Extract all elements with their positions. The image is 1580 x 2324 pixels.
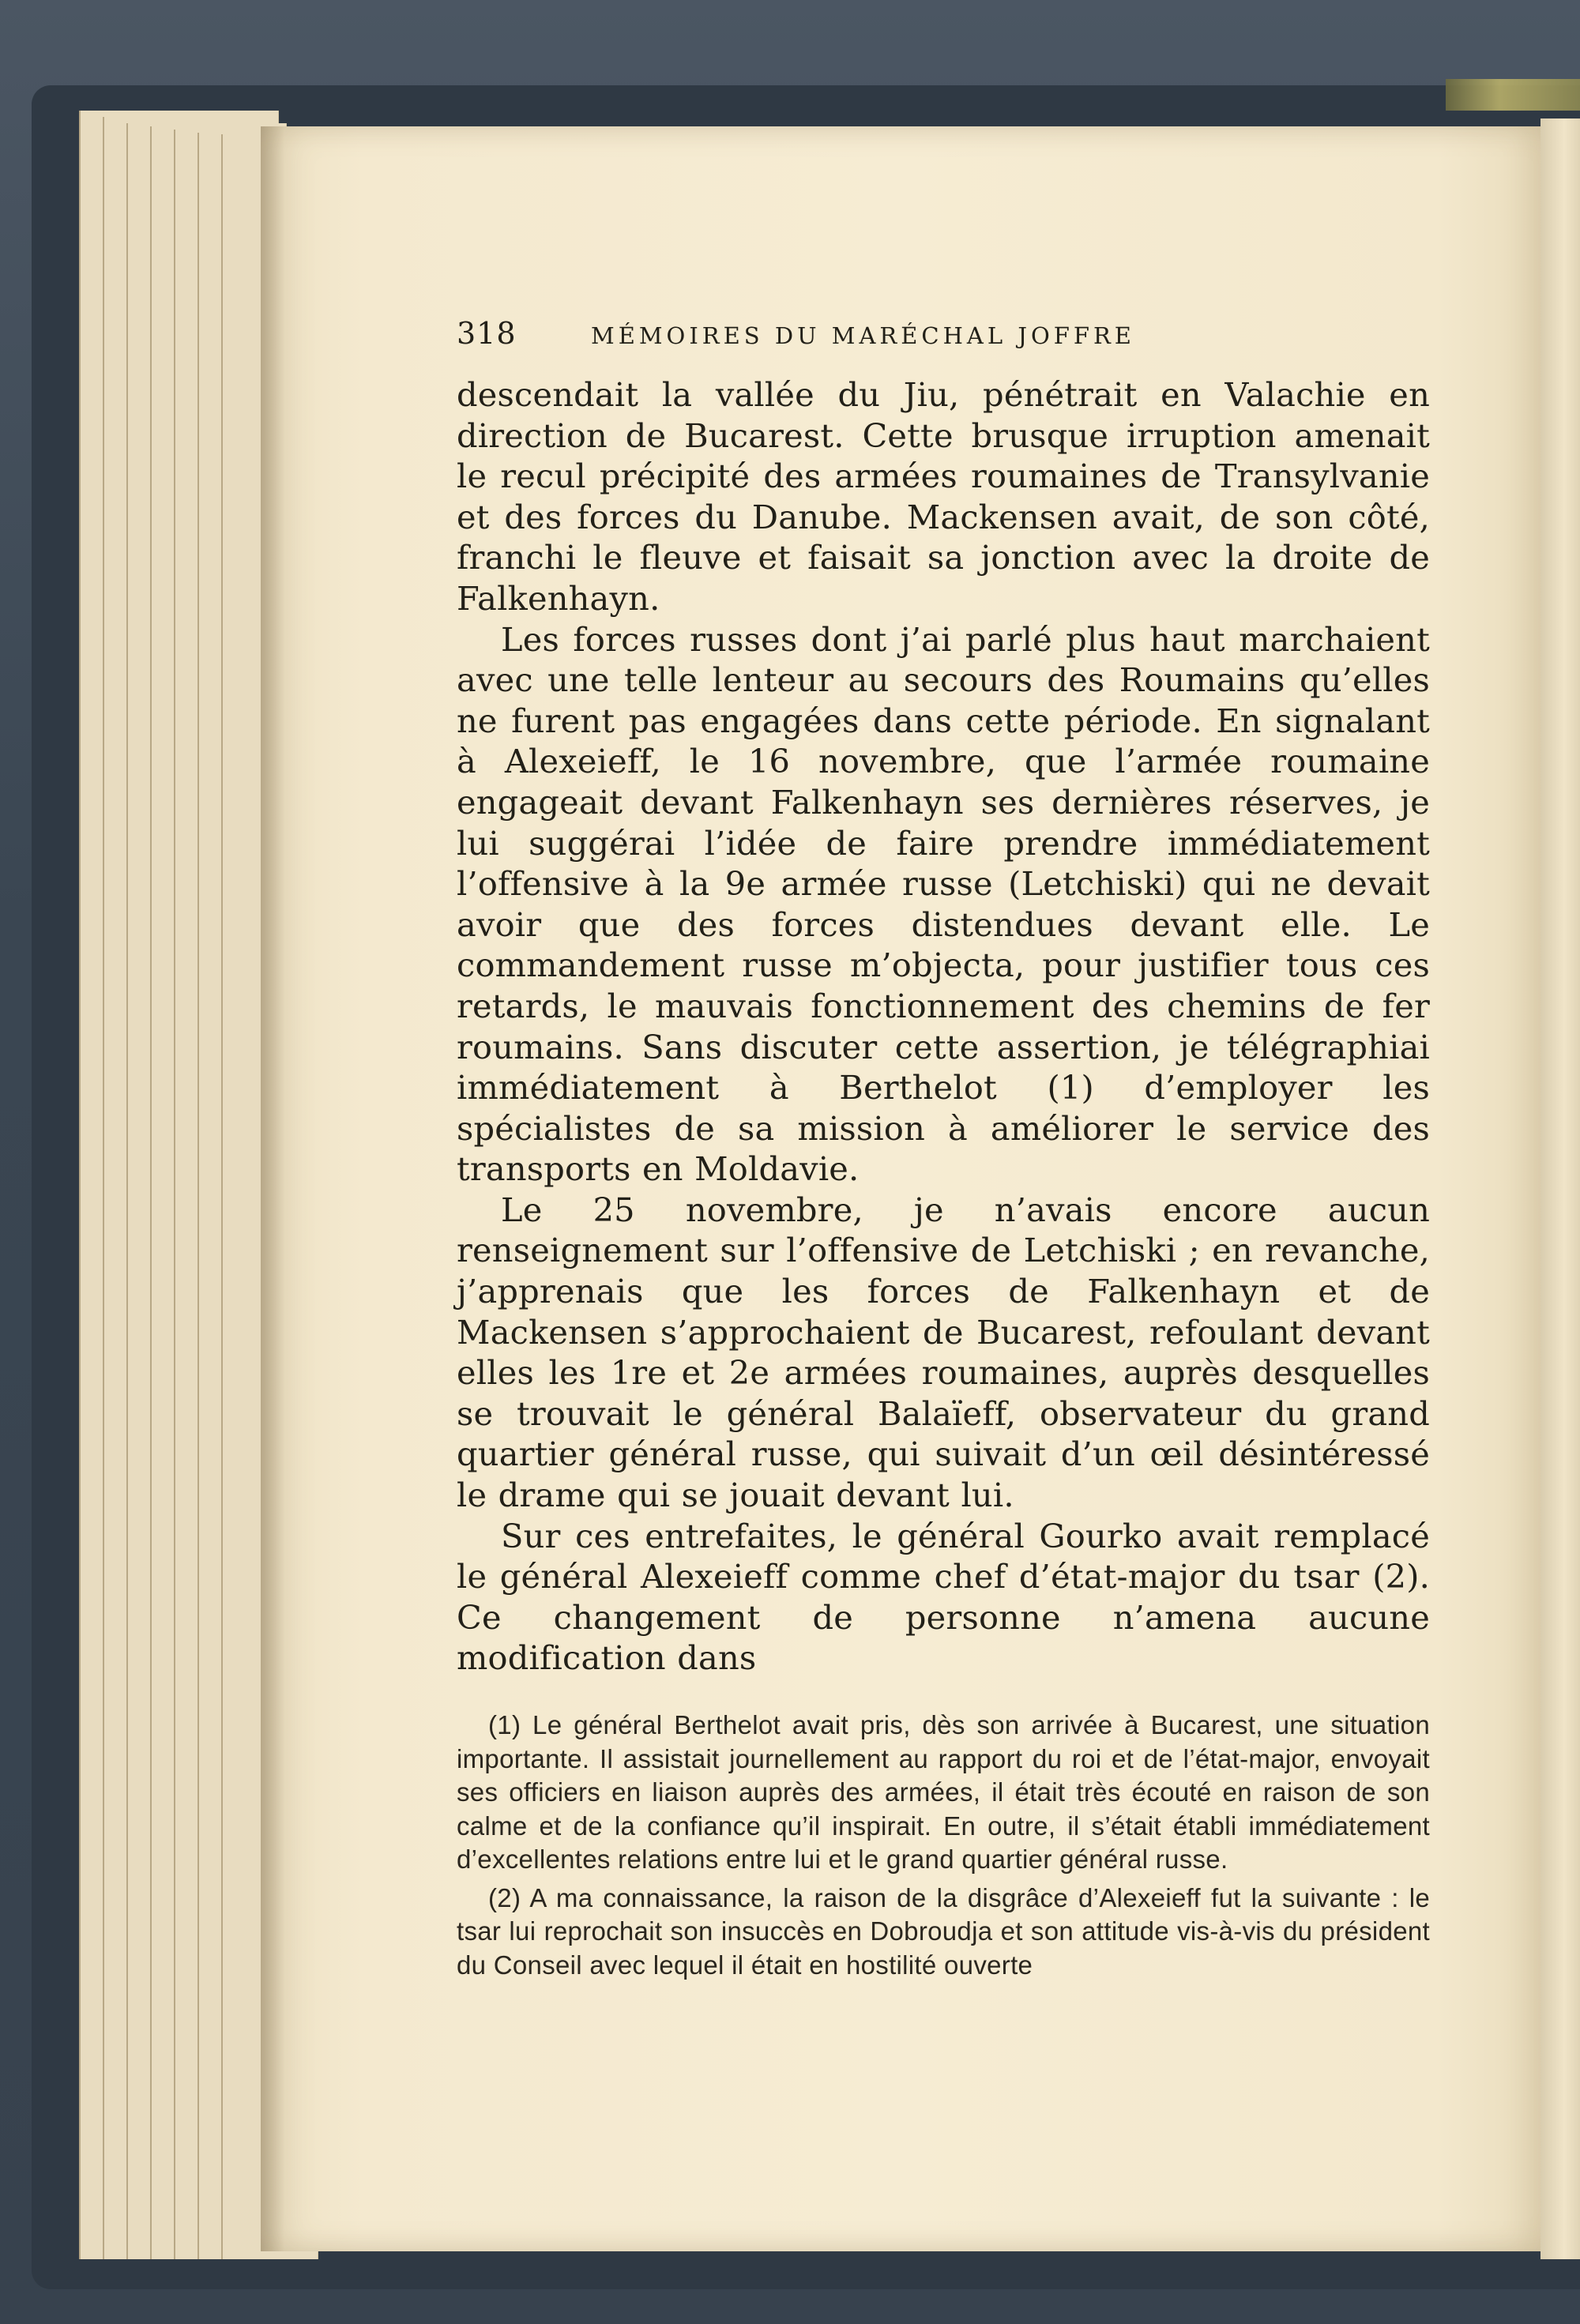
- footnote: (1) Le général Berthelot avait pris, dès son arrivée à Bucarest, une situation importante. Il assistait journellement au rapport du roi et de l’état-major, envoyait ses officiers en liaison auprès des armées, il était très écouté en raison de son calme et de la confiance qu’il inspirait. En outre, il s’était établi immédiatement d’excellentes relations entre lui et le grand quartier général russe.: [457, 1710, 1430, 1874]
- page-number: 318: [457, 316, 517, 351]
- paragraph: Les forces russes dont j’ai parlé plus haut marchaient avec une telle lenteur au secours des Roumains qu’elles ne furent pas engagées dans cette période. En signalant à Alexeieff, le 16 novembre, que l’armée roumaine engageait devant Falkenhayn ses dernières réserves, je lui suggérai l’idée de faire prendre immédiatement l’offensive à la 9e armée russe (Letchiski) qui ne devait avoir que des forces distendues devant elle. Le commandement russe m’objecta, pour justifier tous ces retards, le mauvais fonctionnement des chemins de fer roumains. Sans discuter cette assertion, je télégraphiai immédiatement à Berthelot (1) d’employer les spécialistes de sa mission à améliorer le service des transports en Moldavie.: [457, 619, 1430, 1189]
- body-text: [457, 374, 1430, 1679]
- running-header: [457, 316, 1430, 363]
- gutter-shadow: [261, 126, 284, 2251]
- gilt-edge: [1446, 79, 1580, 111]
- paragraph: Le 25 novembre, je n’avais encore aucun renseignement sur l’offensive de Letchiski ; en revanche, j’apprenais que les forces de Falkenhayn et de Mackensen s’approchaient de Bucarest, refoulant devant elles les 1re et 2e armées roumaines, auprès desquelles se trouvait le général Balaïeff, observateur du grand quartier général russe, qui suivait d’un œil désintéressé le drame qui se jouait devant lui.: [457, 1190, 1430, 1515]
- page-content: [457, 316, 1430, 1982]
- paragraph: Sur ces entrefaites, le général Gourko avait remplacé le général Alexeieff comme chef d’état-major du tsar (2). Ce changement de personne n’amena aucune modification dans: [457, 1516, 1430, 1678]
- facing-page-edge: [1540, 118, 1580, 2259]
- footnotes: [457, 1709, 1430, 1982]
- footnote: (2) A ma connaissance, la raison de la disgrâce d’Alexeieff fut la suivante : le tsar lui reprochait son insuccès en Dobroudja et son attitude vis-à-vis du président du Conseil avec lequel il était en hostilité ouverte: [457, 1882, 1430, 1980]
- paragraph: descendait la vallée du Jiu, pénétrait en Valachie en direction de Bucarest. Cette brusque irruption amenait le recul précipité des armées roumaines de Transylvanie et des forces du Danube. Mackensen avait, de son côté, franchi le fleuve et faisait sa jonction avec la droite de Falkenhayn.: [457, 375, 1430, 618]
- page-stack: [79, 111, 284, 2259]
- book-page: [261, 126, 1540, 2251]
- running-title: MÉMOIRES DU MARÉCHAL JOFFRE: [591, 322, 1135, 349]
